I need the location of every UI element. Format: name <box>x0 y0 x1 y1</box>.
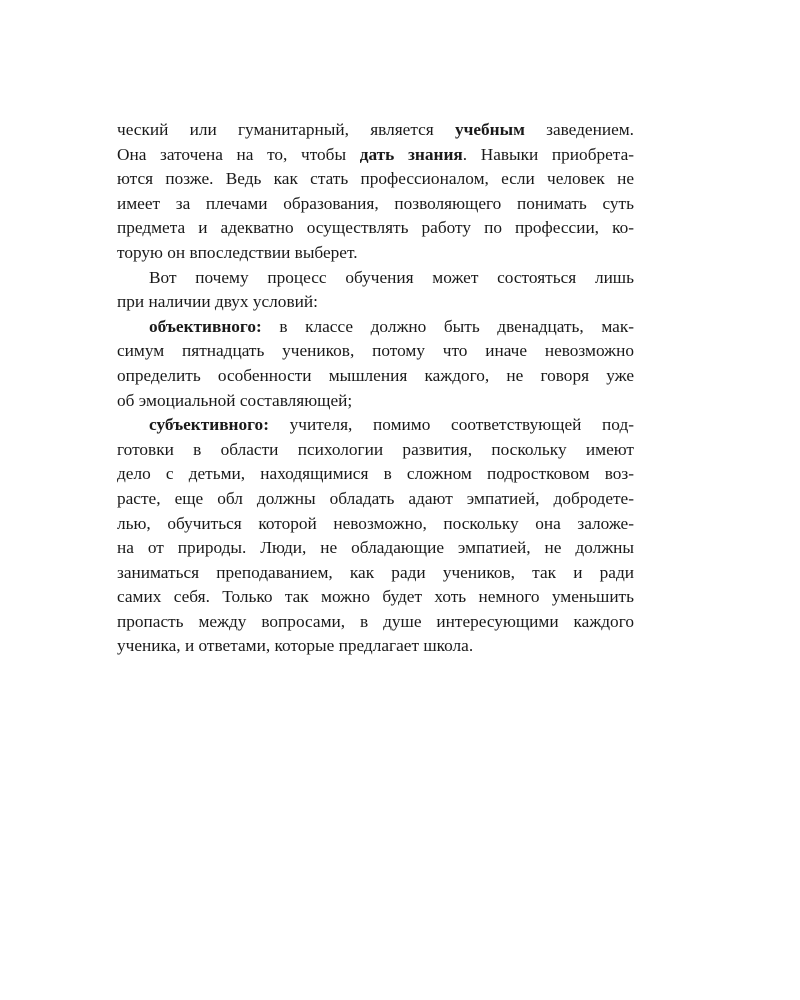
body-text <box>117 118 634 659</box>
text-line: расте, еще обл должны обладать адают эмпатией, добродете- <box>117 488 634 508</box>
text-line: лью, обучиться которой невозможно, поскольку она заложе- <box>117 513 634 533</box>
text-line: Вот почему процесс обучения может состояться лишь <box>149 267 634 287</box>
text-line: об эмоциальной составляющей; <box>117 390 353 410</box>
text-line: на от природы. Люди, не обладающие эмпатией, не должны <box>117 538 634 558</box>
text-line: заниматься преподаванием, как ради учеников, так и ради <box>117 562 634 582</box>
text-line: ются позже. Ведь как стать профессионалом, если человек не <box>117 169 634 189</box>
text-line: предмета и адекватно осуществлять работу по профессии, ко- <box>117 218 634 238</box>
bold-term: дать знания <box>359 144 463 164</box>
bold-term: субъективного: <box>149 415 269 435</box>
text-line: объективного: в классе должно быть двенадцать, мак- <box>149 316 634 336</box>
text-line: имеет за плечами образования, позволяющего понимать суть <box>117 193 634 213</box>
text-line: Она заточена на то, чтобы дать знания. Навыки приобрета- <box>117 144 634 164</box>
text-line: самих себя. Только так можно будет хоть немного уменьшить <box>117 587 634 607</box>
text-line: ученика, и ответами, которые предлагает школа. <box>117 636 474 656</box>
text-line: дело с детьми, находящимися в сложном подростковом воз- <box>117 464 634 484</box>
bold-term: учебным <box>454 120 525 139</box>
text-line: готовки в области психологии развития, поскольку имеют <box>117 439 634 459</box>
text-line: определить особенности мышления каждого, не говоря уже <box>117 365 634 385</box>
text-line: при наличии двух условий: <box>117 292 318 312</box>
text-line: симум пятнадцать учеников, потому что иначе невозможно <box>117 341 634 361</box>
text-line: пропасть между вопросами, в душе интересующими каждого <box>117 611 634 631</box>
bold-term: объективного: <box>149 316 262 336</box>
text-line: ческий или гуманитарный, является учебным заведением. <box>117 120 635 139</box>
text-line: торую он впоследствии выберет. <box>117 242 358 262</box>
text-line: субъективного: учителя, помимо соответствующей под- <box>149 415 634 435</box>
